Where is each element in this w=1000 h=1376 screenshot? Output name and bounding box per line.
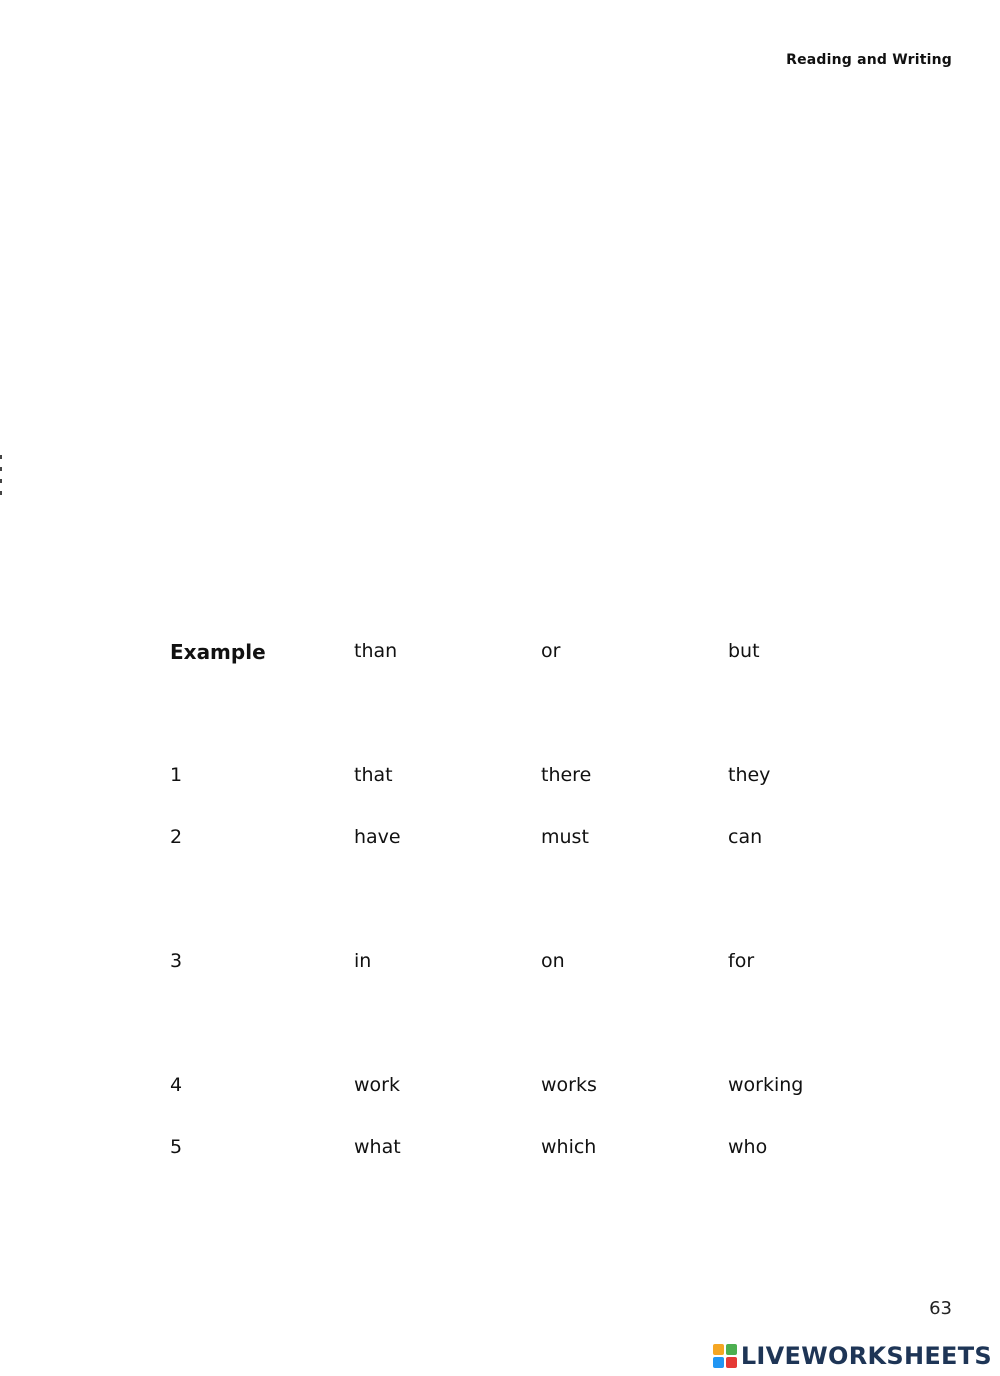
option-b[interactable]: must [541, 826, 589, 848]
option-a[interactable]: in [354, 950, 372, 972]
logo-blocks-icon [713, 1344, 737, 1368]
liveworksheets-logo[interactable] [713, 1341, 992, 1371]
row-label: 4 [170, 1074, 183, 1096]
question-row-4 [170, 1074, 870, 1104]
option-a[interactable]: what [354, 1136, 401, 1158]
scan-mark [0, 491, 2, 495]
option-b[interactable]: or [541, 640, 561, 662]
scan-mark [0, 479, 2, 483]
option-c[interactable]: working [728, 1074, 804, 1096]
option-a[interactable]: work [354, 1074, 400, 1096]
row-label: 2 [170, 826, 183, 848]
option-c[interactable]: who [728, 1136, 768, 1158]
question-row-5 [170, 1136, 870, 1166]
page-header-title: Reading and Writing [786, 52, 952, 68]
page-number: 63 [929, 1298, 952, 1319]
option-a[interactable]: that [354, 764, 393, 786]
question-row-2 [170, 826, 870, 856]
scan-mark [0, 455, 2, 459]
row-label: 5 [170, 1136, 183, 1158]
option-b[interactable]: on [541, 950, 565, 972]
logo-block [713, 1357, 724, 1368]
logo-block [726, 1344, 737, 1355]
logo-block [726, 1357, 737, 1368]
option-c[interactable]: but [728, 640, 760, 662]
option-c[interactable]: for [728, 950, 755, 972]
option-a[interactable]: have [354, 826, 401, 848]
option-b[interactable]: there [541, 764, 592, 786]
logo-text: LIVEWORKSHEETS [740, 1342, 992, 1370]
example-row [170, 640, 870, 670]
option-b[interactable]: which [541, 1136, 597, 1158]
logo-block [713, 1344, 724, 1355]
option-b[interactable]: works [541, 1074, 597, 1096]
option-a[interactable]: than [354, 640, 398, 662]
question-row-1 [170, 764, 870, 794]
scan-edge-marks [0, 455, 3, 500]
scan-mark [0, 467, 2, 471]
row-label: Example [170, 640, 266, 664]
question-row-3 [170, 950, 870, 980]
row-label: 1 [170, 764, 183, 786]
row-label: 3 [170, 950, 183, 972]
option-c[interactable]: can [728, 826, 763, 848]
option-c[interactable]: they [728, 764, 771, 786]
